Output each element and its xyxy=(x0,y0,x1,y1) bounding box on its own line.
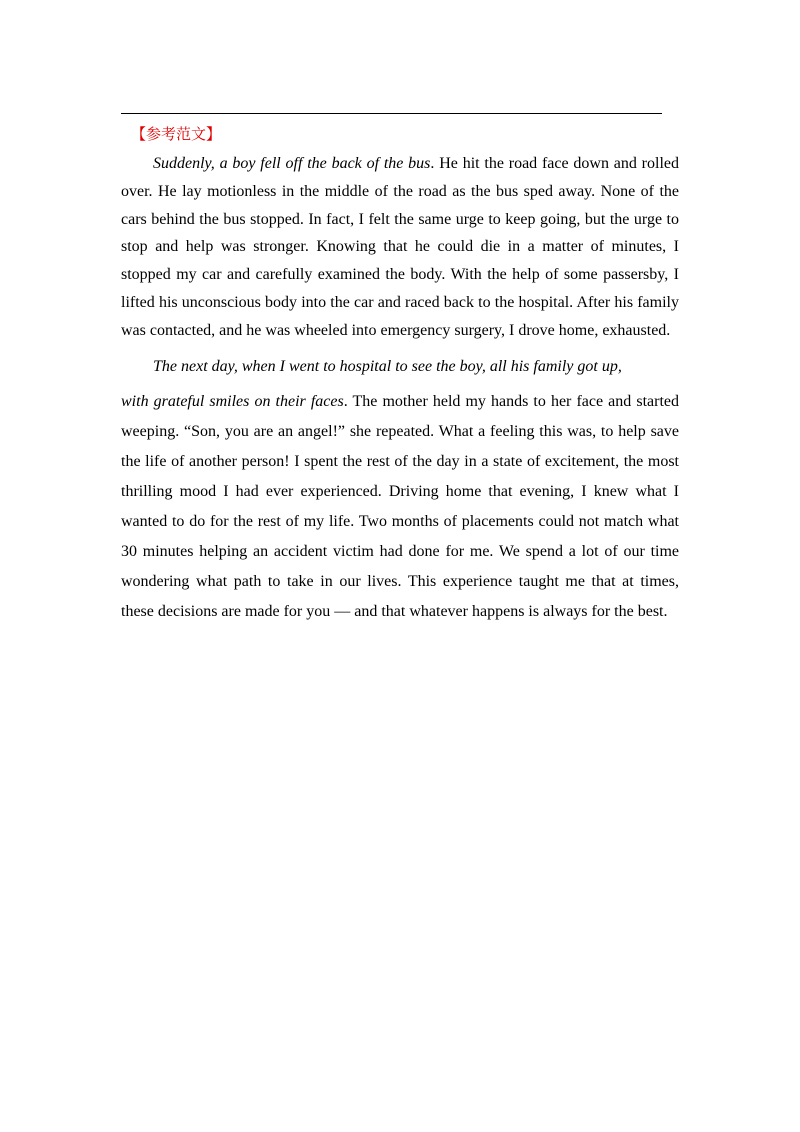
paragraph-2-lead-line-1: The next day, when I went to hospital to see the boy, all his family got up, xyxy=(153,357,622,375)
paragraph-1-body: . He hit the road face down and rolled over. He lay motionless in the middle of the road as the bus sped away. None of the cars behind the bus stopped. In fact, I felt the same urge to keep going, but the urge to stop and help was stronger. Knowing that he could die in a matter of minutes, I stopped my car and carefully examined the body. With the help of some passersby, I lifted his unconscious body into the car and raced back to the hospital. After his family was contacted, and he was wheeled into emergency surgery, I drove home, exhausted. xyxy=(121,155,679,339)
paragraph-1-lead: Suddenly, a boy fell off the back of the bus xyxy=(153,155,431,172)
paragraph-1 xyxy=(121,150,679,345)
header-rule xyxy=(121,113,662,114)
essay-content xyxy=(121,122,679,627)
paragraph-2 xyxy=(121,352,679,627)
paragraph-2-lead-line-2: with grateful smiles on their faces xyxy=(121,392,344,410)
paragraph-2-body: . The mother held my hands to her face and started weeping. “Son, you are an angel!” she repeated. What a feeling this was, to help save the life of another person! I spent the rest of the day in a state of excitement, the most thrilling mood I had ever experienced. Driving home that evening, I knew what I wanted to do for the rest of my life. Two months of placements could not match what 30 minutes helping an accident victim had done for me. We spend a lot of our time wondering what path to take in our lives. This experience taught me that at times, these decisions are made for you — and that whatever happens is always for the best. xyxy=(121,392,679,620)
section-heading: 【参考范文】 xyxy=(131,125,222,143)
